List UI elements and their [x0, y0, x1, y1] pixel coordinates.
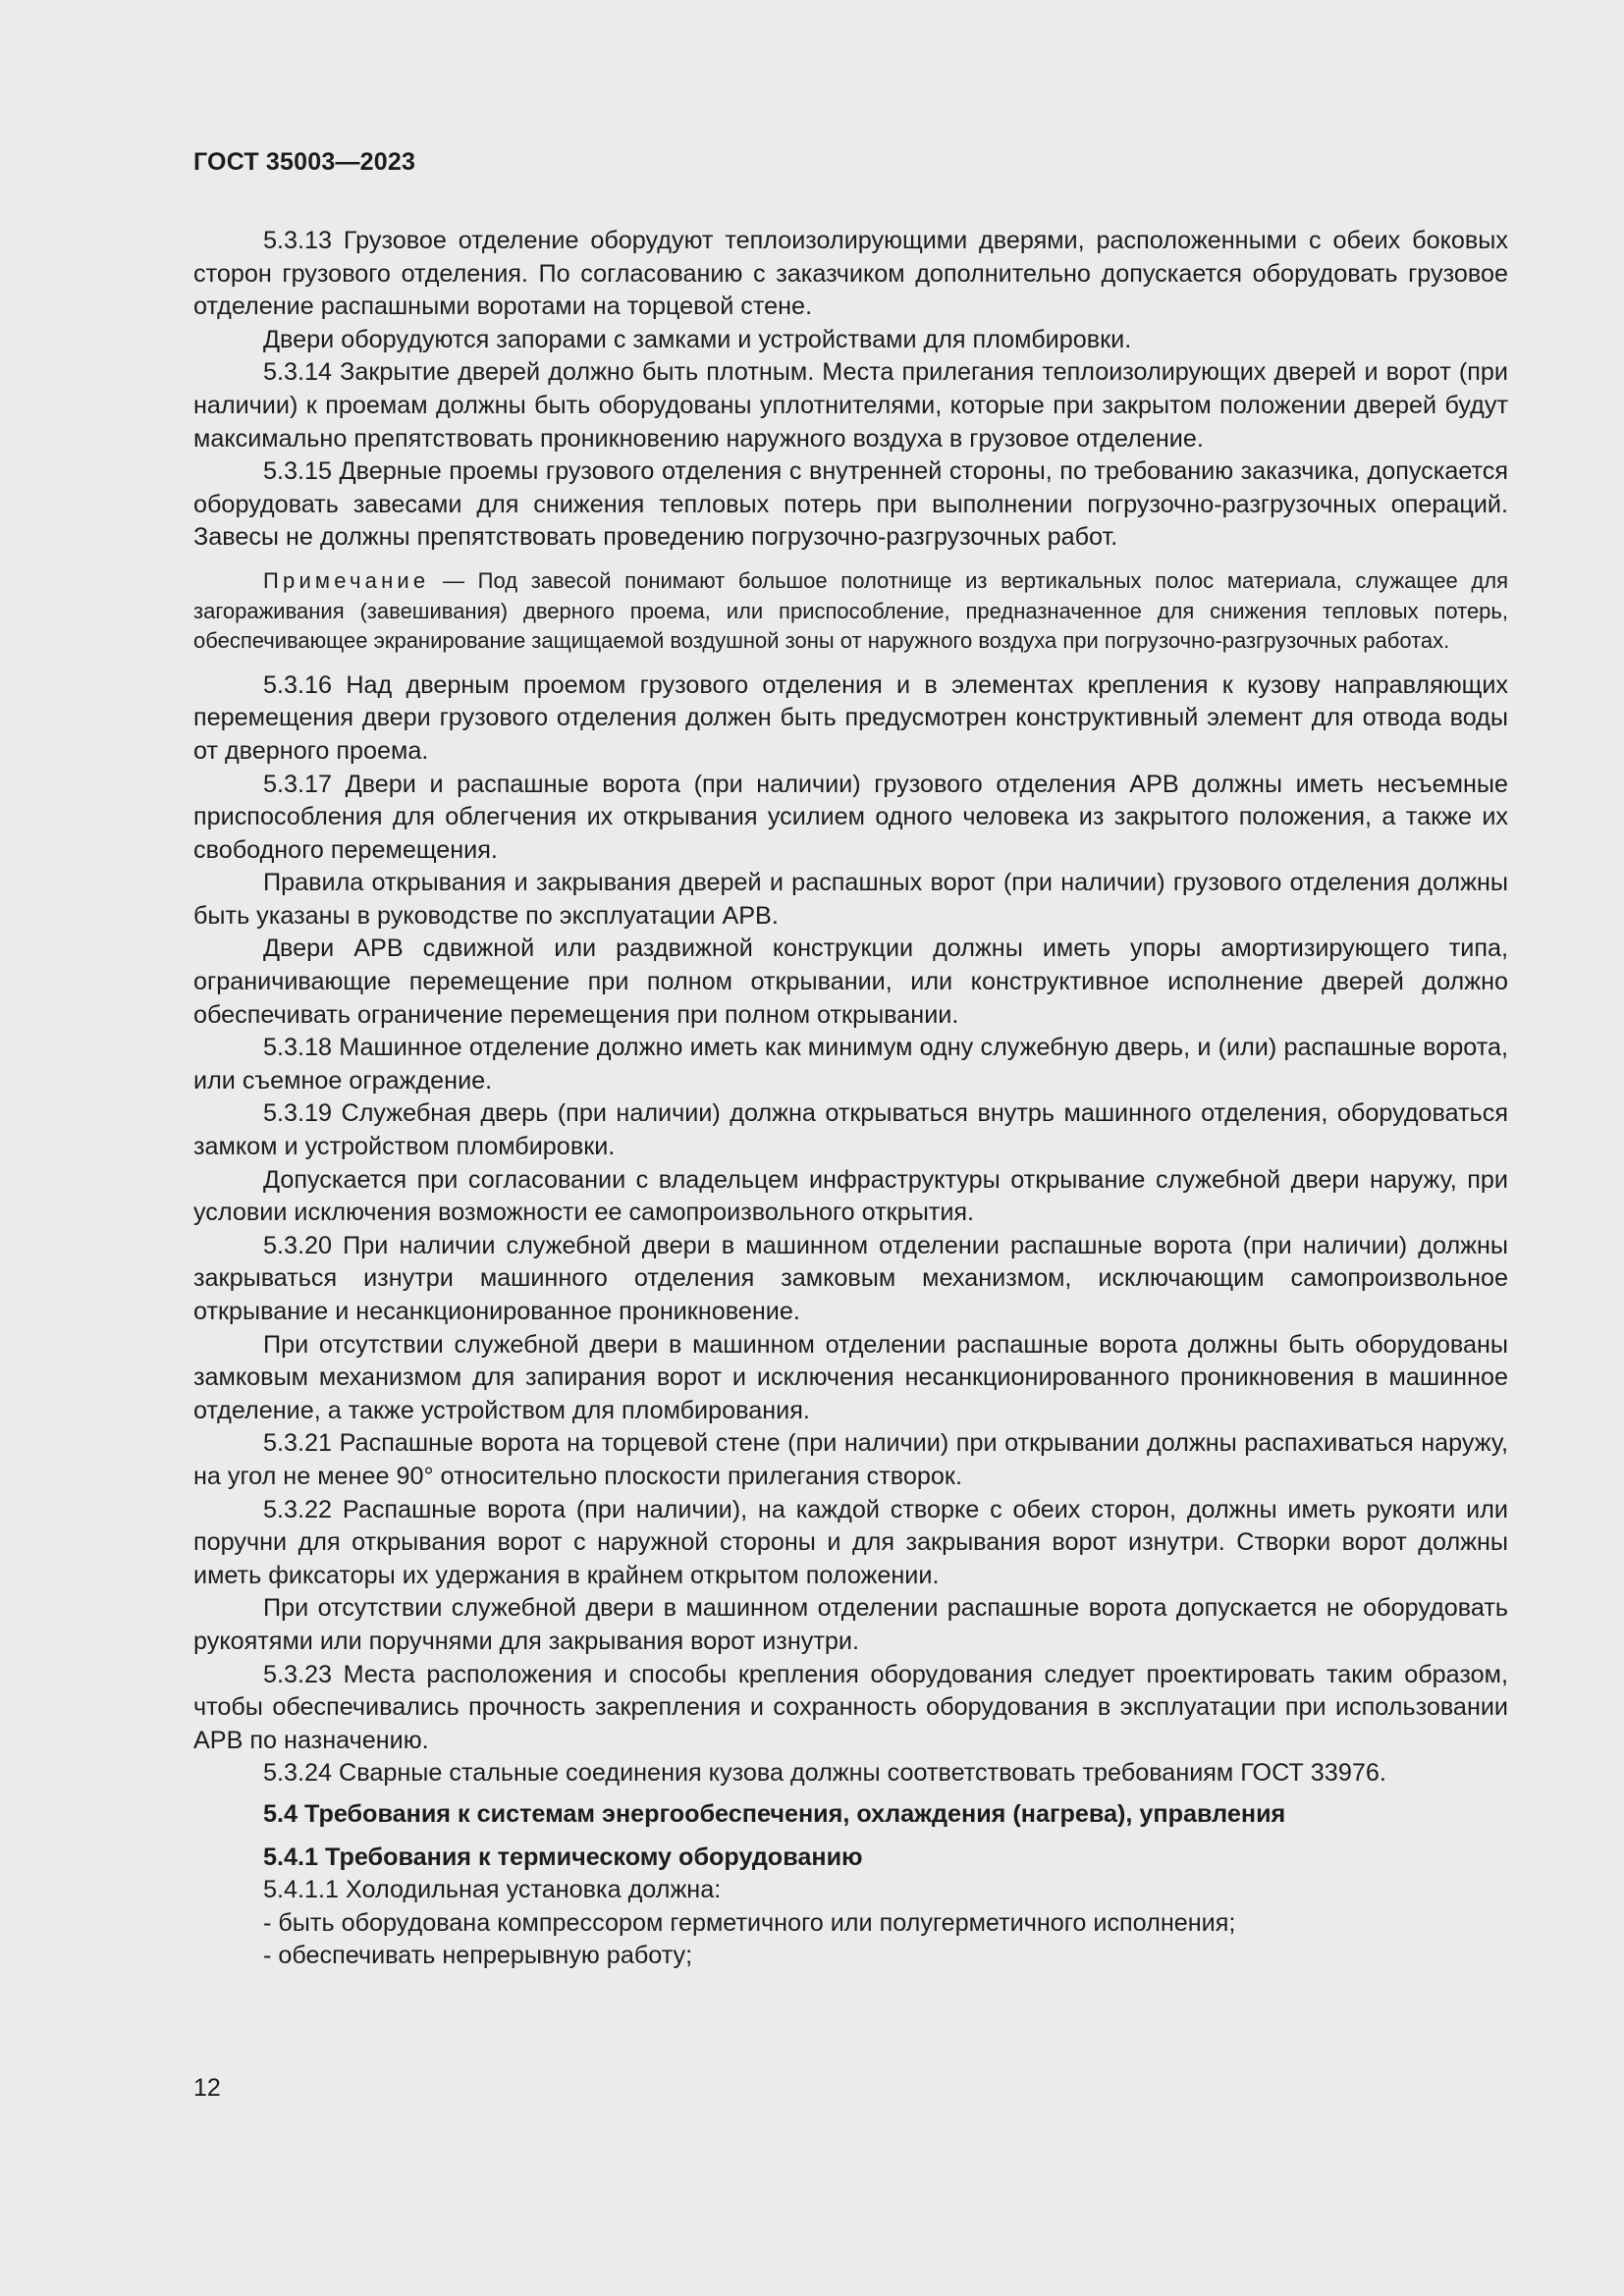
paragraph-5-3-13: 5.3.13 Грузовое отделение оборудуют теплоизолирующими дверями, расположенными с обеих боковых сторон грузового отделения. По согласованию с заказчиком дополнительно допускается оборудовать грузовое отделение распашными воротами на торцевой стене.	[193, 227, 1508, 321]
paragraph-5-3-22: 5.3.22 Распашные ворота (при наличии), на каждой створке с обеих сторон, должны иметь рукояти или поручни для открывания ворот с наружной стороны и для закрывания ворот изнутри. Створки ворот должны иметь фиксаторы их удержания в крайнем открытом положении.	[193, 1495, 1508, 1589]
paragraph: Двери оборудуются запорами с замками и устройствами для пломбировки.	[263, 325, 1132, 353]
paragraph-5-3-21: 5.3.21 Распашные ворота на торцевой стене (при наличии) при открывании должны распахиваться наружу, на угол не менее 90° относительно плоскости прилегания створок.	[193, 1429, 1508, 1490]
paragraph-5-3-24: 5.3.24 Сварные стальные соединения кузова должны соответствовать требованиям ГОСТ 33976.	[263, 1759, 1386, 1788]
paragraph: При отсутствии служебной двери в машинном отделении распашные ворота допускается не оборудовать рукоятями или поручнями для закрывания ворот изнутри.	[193, 1594, 1508, 1655]
note	[193, 566, 1508, 657]
section-heading-5-4: 5.4 Требования к системам энергообеспечения, охлаждения (нагрева), управления	[263, 1799, 1286, 1828]
paragraph-5-3-23: 5.3.23 Места расположения и способы крепления оборудования следует проектировать таким образом, чтобы обеспечивались прочность закрепления и сохранность оборудования в эксплуатации при использовании АРВ по назначению.	[193, 1660, 1508, 1754]
paragraph-5-3-19: 5.3.19 Служебная дверь (при наличии) должна открываться внутрь машинного отделения, оборудоваться замком и устройством пломбировки.	[193, 1099, 1508, 1161]
list-item: - обеспечивать непрерывную работу;	[263, 1942, 693, 1970]
list-item: - быть оборудована компрессором герметичного или полугерметичного исполнения;	[263, 1908, 1236, 1937]
paragraph-5-3-18: 5.3.18 Машинное отделение должно иметь как минимум одну служебную дверь, и (или) распашные ворота, или съемное ограждение.	[193, 1034, 1508, 1095]
subsection-heading-5-4-1: 5.4.1 Требования к термическому оборудованию	[263, 1842, 863, 1871]
paragraph: При отсутствии служебной двери в машинном отделении распашные ворота должны быть оборудованы замковым механизмом для запирания ворот и исключения несанкционированного проникновения в машинное отделение, а также устройством для пломбирования.	[193, 1330, 1508, 1424]
document-body	[193, 225, 1508, 1973]
document-header: ГОСТ 35003—2023	[193, 148, 416, 176]
paragraph: Допускается при согласовании с владельцем инфраструктуры открывание служебной двери наружу, при условии исключения возможности ее самопроизвольного открытия.	[193, 1165, 1508, 1227]
paragraph-5-3-20: 5.3.20 При наличии служебной двери в машинном отделении распашные ворота (при наличии) должны закрываться изнутри машинного отделения замковым механизмом, исключающим самопроизвольное открывание и несанкционированное проникновение.	[193, 1231, 1508, 1325]
paragraph: Двери АРВ сдвижной или раздвижной конструкции должны иметь упоры амортизирующего типа, ограничивающие перемещение при полном открывании, или конструктивное исполнение дверей должно обеспечивать ограничение перемещения при полном открывании.	[193, 934, 1508, 1029]
note-label: Примечание	[263, 567, 430, 593]
note-text: — Под завесой понимают большое полотнище из вертикальных полос материала, служащее для загораживания (завешивания) дверного проема, или приспособление, предназначенное для снижения тепловых потерь, обеспечивающее экранирование защищаемой воздушной зоны от наружного воздуха при погрузочно-разгрузочных работах.	[193, 567, 1508, 654]
paragraph-5-3-15: 5.3.15 Дверные проемы грузового отделения с внутренней стороны, по требованию заказчика, допускается оборудовать завесами для снижения тепловых потерь при выполнении погрузочно-разгрузочных операций. Завесы не должны препятствовать проведению погрузочно-разгрузочных работ.	[193, 457, 1508, 552]
paragraph-5-3-14: 5.3.14 Закрытие дверей должно быть плотным. Места прилегания теплоизолирующих дверей и ворот (при наличии) к проемам должны быть оборудованы уплотнителями, которые при закрытом положении дверей будут максимально препятствовать проникновению наружного воздуха в грузовое отделение.	[193, 358, 1508, 453]
paragraph-5-4-1-1: 5.4.1.1 Холодильная установка должна:	[263, 1876, 722, 1904]
paragraph-5-3-16: 5.3.16 Над дверным проемом грузового отделения и в элементах крепления к кузову направляющих перемещения двери грузового отделения должен быть предусмотрен конструктивный элемент для отвода воды от дверного проема.	[193, 670, 1508, 765]
paragraph: Правила открывания и закрывания дверей и распашных ворот (при наличии) грузового отделения должны быть указаны в руководстве по эксплуатации АРВ.	[193, 869, 1508, 930]
page-number: 12	[193, 2074, 221, 2102]
paragraph-5-3-17: 5.3.17 Двери и распашные ворота (при наличии) грузового отделения АРВ должны иметь несъемные приспособления для облегчения их открывания усилием одного человека из закрытого положения, а также их свободного перемещения.	[193, 770, 1508, 864]
